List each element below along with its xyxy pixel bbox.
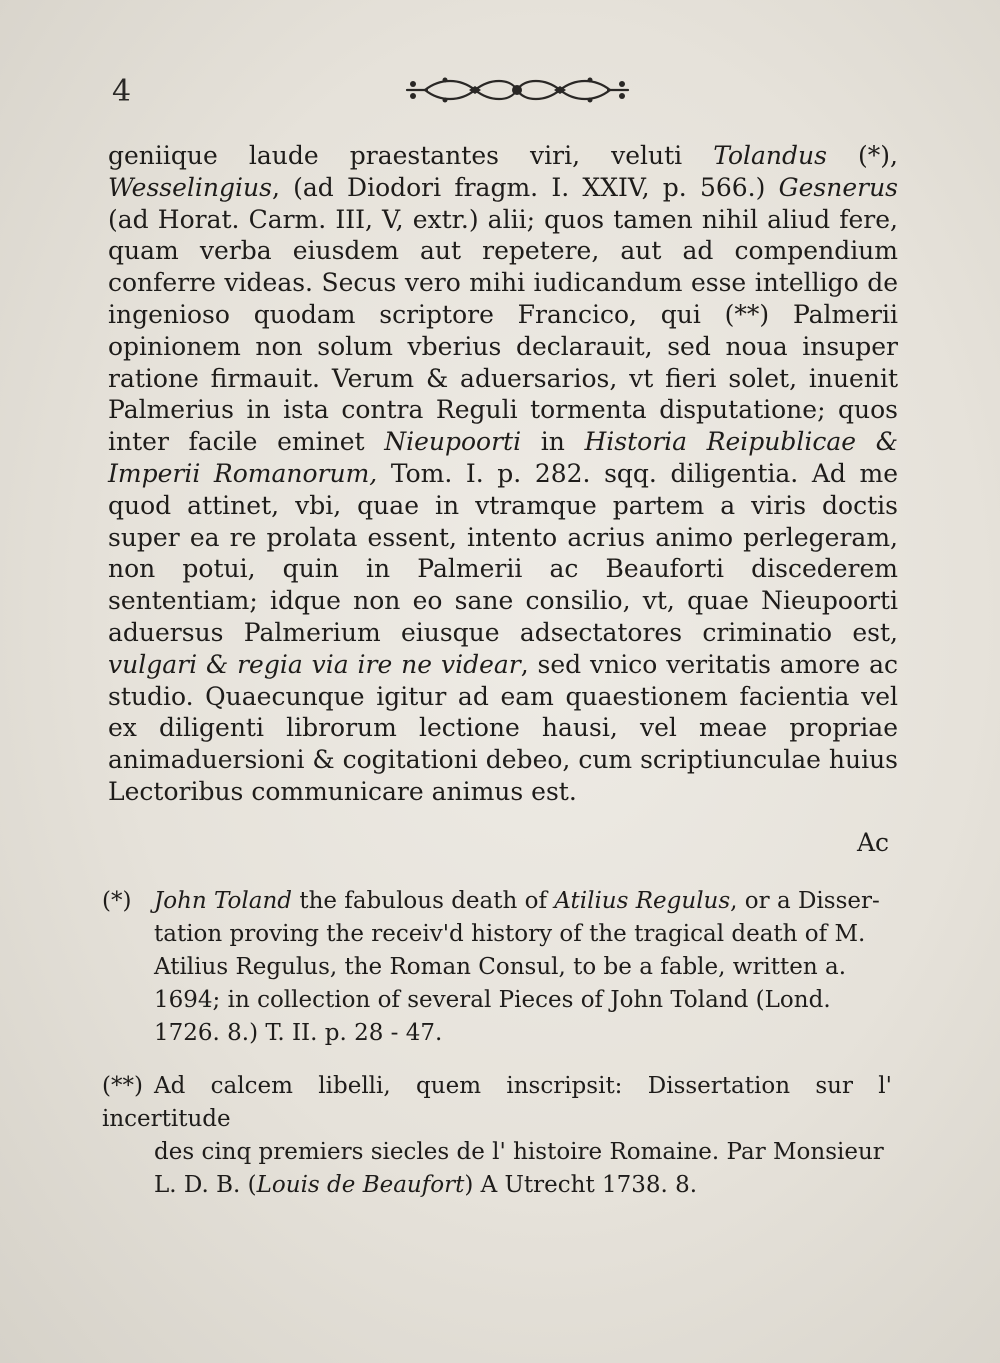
text-run: Tom. I. p. 282. sqq. diligentia. Ad me quod attinet, vbi, quae in vtramque partem a viris doctis super ea re prolata essent, intento acrius animo perlegeram, non potui, quin in Palmerii ac Beauforti discederem sententiam; idque non eo sane consilio, vt, quae Nieupoorti aduersus Palmerium eiusque adsectatores criminatio est, [108, 458, 898, 647]
footnote-line: 1694; in collection of several Pieces of John Toland (Lond. [154, 987, 831, 1013]
text-run: , (ad Diodori fragm. I. XXIV, p. 566.) [271, 172, 779, 202]
catchword: Ac [857, 828, 890, 857]
text-run: (ad Horat. Carm. III, V, extr.) alii; quos tamen nihil aliud fere, quam verba eiusdem aut repetere, aut ad compendium conferre videas. Secus vero mihi iudicandum esse intelligo de ingenioso quodam scriptore Francico, qui (**) Palmerii opinionem non solum vberius declarauit, sed noua insuper ratione firmauit. Verum & aduersarios, vt fieri solet, inuenit Palmerius in ista contra Reguli tormenta disputatione; quos inter facile eminet [108, 204, 898, 457]
footnote-text: the fabulous death of [292, 888, 555, 914]
footnote-text: Ad calcem libelli, quem inscripsit: Dissertation sur l' incertitude [102, 1073, 892, 1132]
footnote-author: Louis de Beaufort [256, 1172, 465, 1198]
text-run: , sed vnico veritatis amore ac studio. Quaecunque igitur ad eam quaestionem facientia vel ex diligenti librorum lectione hausi, vel meae propriae animaduersioni & cogitationi debeo, cum scriptiunculae huius Lectoribus communicare animus est. [108, 649, 898, 806]
footnote-line [102, 1169, 892, 1202]
name-nieupoorti: Nieupoorti [384, 427, 522, 457]
quotation-vulgari: vulgari & regia via ire ne videar [108, 649, 521, 679]
footnote-line [102, 1070, 892, 1136]
footnote-line [102, 885, 892, 918]
name-tolandus: Tolandus [713, 141, 827, 170]
work-title-historia: Historia Reipublicae & Imperii Romanorum, [108, 427, 898, 488]
footnote-subject: Atilius Regulus [554, 888, 731, 914]
footnote-1 [102, 885, 892, 1050]
footnote-line: Atilius Regulus, the Roman Consul, to be a fable, written a. [154, 954, 847, 980]
footnote-line: 1726. 8.) T. II. p. 28 - 47. [154, 1020, 443, 1046]
text-run: geniique laude praestantes viri, veluti [108, 141, 714, 170]
text-run: (*), [826, 141, 898, 170]
text-run: in [521, 427, 585, 457]
name-wesselingius: Wesselingius [108, 172, 272, 202]
main-paragraph [108, 140, 898, 808]
footnote-text: , or a Disser- [730, 888, 880, 914]
name-gesnerus: Gesnerus [778, 172, 898, 202]
footnote-line: tation proving the receiv'd history of the tragical death of M. [154, 921, 866, 947]
footnote-author: John Toland [154, 888, 293, 914]
footnote-line: des cinq premiers siecles de l' histoire Romaine. Par Monsieur [154, 1139, 884, 1165]
footnote-2 [102, 1070, 892, 1202]
footnote-text: L. D. B. ( [154, 1172, 257, 1198]
decorative-ornament-icon [405, 72, 630, 108]
main-text-block [108, 140, 898, 808]
page-number: 4 [112, 74, 132, 109]
footnote-marker: (*) [102, 888, 132, 914]
footnote-text: ) A Utrecht 1738. 8. [464, 1172, 698, 1198]
footnote-marker: (**) [102, 1073, 143, 1099]
